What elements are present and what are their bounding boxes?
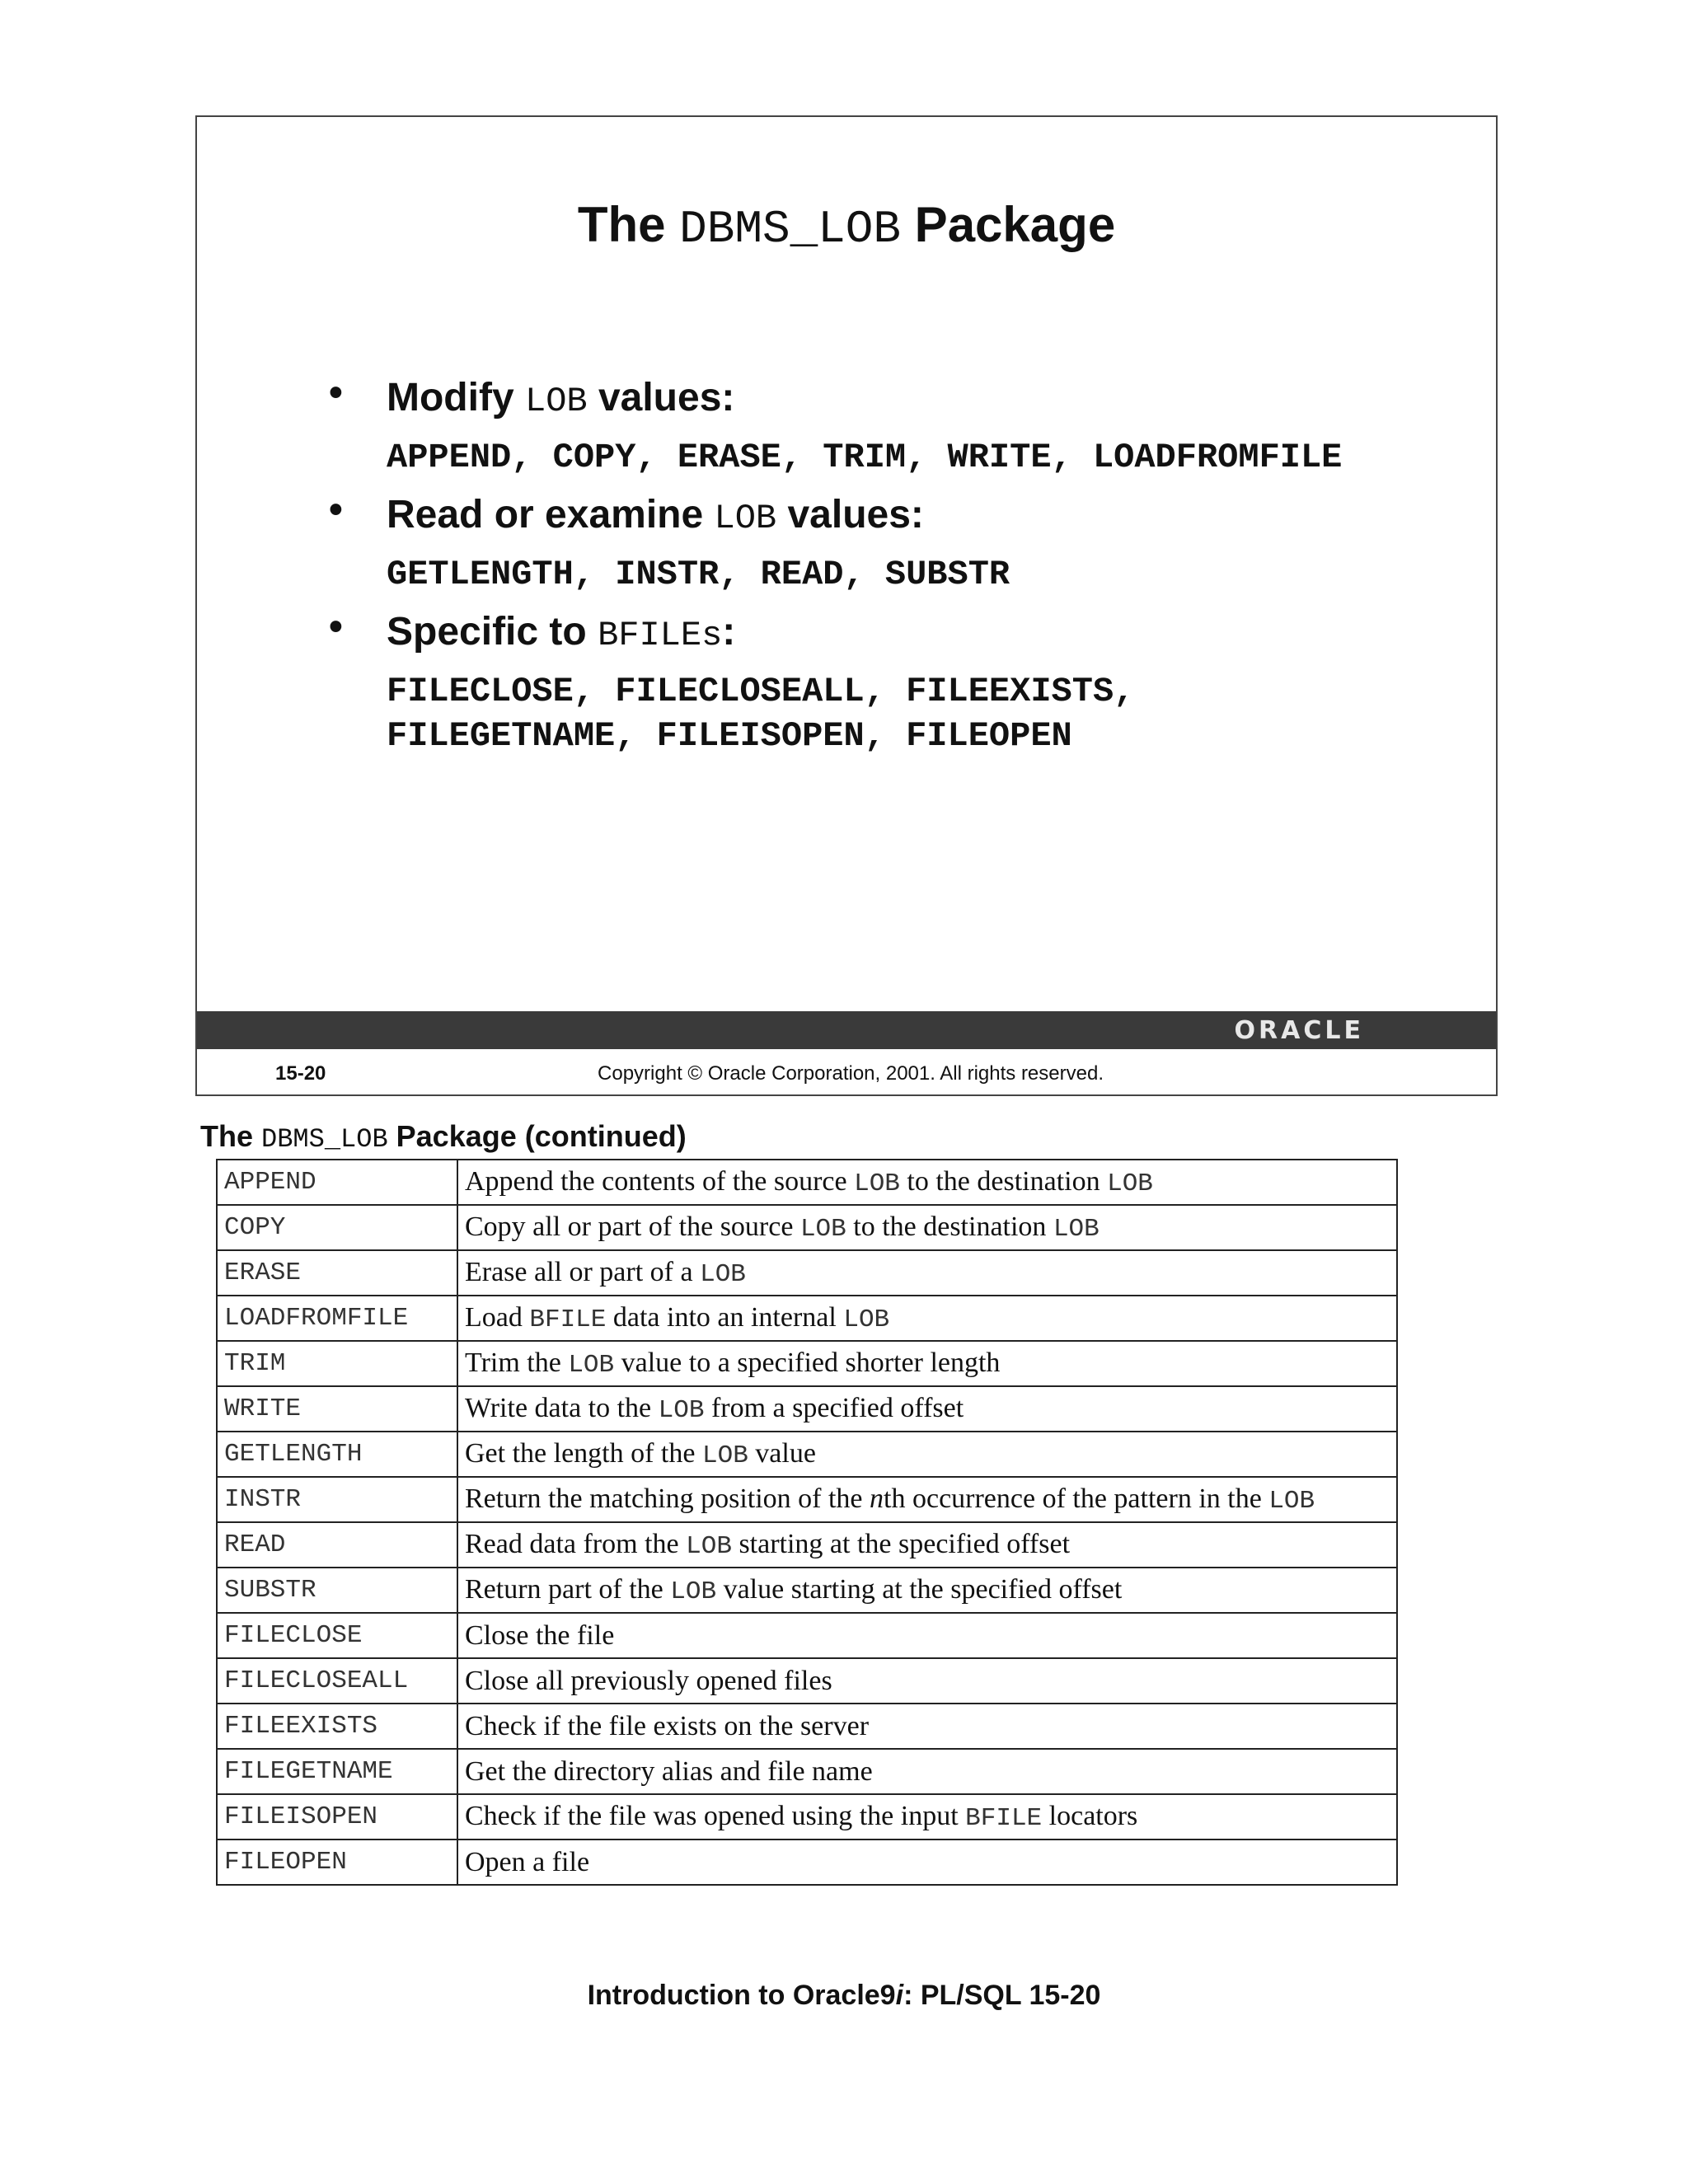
description-text: Copy all or part of the source [465,1212,800,1242]
routine-description-cell [457,1658,1397,1704]
routine-name-cell: WRITE [217,1386,457,1432]
description-text: th occurrence of the pattern in the [884,1483,1269,1514]
code-term: LOB [799,1215,846,1244]
table-row [217,1386,1397,1432]
routine-name-cell: FILEOPEN [217,1840,457,1885]
bullet-text-post: : [722,610,736,654]
code-term: BFILE [965,1804,1043,1833]
code-term: BFILE [529,1305,607,1334]
description-text: Trim the [465,1347,569,1378]
description-text: to the destination [846,1212,1053,1242]
description-text: Read data from the [465,1529,687,1559]
description-text: Check if the file was opened using the input [465,1801,966,1831]
bullet-text-post: values: [587,376,735,419]
slide-title-code: DBMS_LOB [679,203,901,255]
routine-description-cell [457,1341,1397,1386]
routine-name-cell: LOADFROMFILE [217,1296,457,1341]
bullet-dot-icon: • [329,605,343,649]
routine-description-cell [457,1794,1397,1840]
description-text: Write data to the [465,1393,659,1423]
bullet-dot-icon: • [329,488,343,532]
description-text: Return the matching position of the [465,1483,870,1514]
table-row [217,1613,1397,1658]
routine-name-cell: FILECLOSEALL [217,1658,457,1704]
routine-description-cell [457,1704,1397,1749]
table-row [217,1250,1397,1296]
description-text: value [748,1438,816,1469]
routine-description-cell [457,1386,1397,1432]
slide-title [197,196,1496,255]
bullet-item [329,490,1447,544]
bullet-text-code: BFILEs [598,616,723,655]
description-text: Open a file [465,1846,590,1877]
description-text: Check if the file exists on the server [465,1710,870,1741]
routine-description-cell [457,1296,1397,1341]
copyright-text: Copyright © Oracle Corporation, 2001. All rights reserved. [598,1062,1104,1085]
table-row [217,1205,1397,1250]
description-text: Append the contents of the source [465,1166,855,1197]
table-row [217,1522,1397,1568]
description-text: Load [465,1302,530,1333]
table-row [217,1568,1397,1613]
bullet-text-post: values: [776,493,924,537]
notes-title-post: Package (continued) [387,1119,687,1153]
routine-description-cell [457,1477,1397,1522]
description-text: data into an internal [606,1302,844,1333]
slide-title-post: Package [901,197,1116,252]
table-row [217,1296,1397,1341]
lob-routines-table [216,1159,1398,1886]
routine-name-cell: SUBSTR [217,1568,457,1613]
notes-title-pre: The [200,1119,262,1153]
routine-name-cell: APPEND [217,1160,457,1205]
code-term: LOB [700,1260,746,1289]
description-text: Get the length of the [465,1438,702,1469]
table-row [217,1840,1397,1885]
bullet-subitems: GETLENGTH, INSTR, READ, SUBSTR [387,555,1010,594]
footer-italic: i [895,1980,904,2011]
code-term: LOB [686,1532,732,1561]
description-text: value starting at the specified offset [716,1574,1123,1605]
slide-title-pre: The [577,197,680,252]
slide-frame [195,115,1498,1096]
routine-description-cell [457,1522,1397,1568]
table-row [217,1477,1397,1522]
table-row [217,1704,1397,1749]
bullet-list [329,373,1447,768]
routine-name-cell: FILEISOPEN [217,1794,457,1840]
description-text: Erase all or part of a [465,1257,701,1287]
bullet-item [329,607,1447,661]
oracle-logo: ORACLE [1234,1016,1364,1045]
table-row [217,1794,1397,1840]
code-term: LOB [843,1305,890,1334]
description-text: starting at the specified offset [731,1529,1071,1559]
description-text: Return part of the [465,1574,671,1605]
routine-description-cell [457,1840,1397,1885]
italic-term: n [870,1483,884,1514]
description-text: Get the directory alias and file name [465,1755,873,1787]
table-row [217,1341,1397,1386]
bullet-subitems: FILECLOSE, FILECLOSEALL, FILEEXISTS, FILEGETNAME, FILEISOPEN, FILEOPEN [387,672,1135,756]
routine-name-cell: GETLENGTH [217,1432,457,1477]
routine-name-cell: INSTR [217,1477,457,1522]
code-term: LOB [670,1577,717,1606]
code-term: LOB [701,1441,748,1470]
bullet-item [329,373,1447,427]
routine-description-cell [457,1160,1397,1205]
slide-footer [197,1049,1496,1096]
routine-name-cell: COPY [217,1205,457,1250]
routine-description-cell [457,1205,1397,1250]
notes-title [200,1119,687,1155]
slide-footer-bar [197,1011,1496,1049]
bullet-text-code: LOB [714,499,777,538]
slide-number: 15-20 [275,1062,326,1085]
routine-name-cell: TRIM [217,1341,457,1386]
code-term: LOB [568,1351,615,1380]
notes-title-code: DBMS_LOB [261,1124,388,1155]
code-term: LOB [1268,1487,1315,1516]
routine-description-cell [457,1432,1397,1477]
footer-post: : PL/SQL 15-20 [903,1980,1101,2011]
table-row [217,1160,1397,1205]
bullet-subitems: APPEND, COPY, ERASE, TRIM, WRITE, LOADFROMFILE [387,438,1343,477]
code-term: LOB [1053,1215,1100,1244]
description-text: to the destination [899,1166,1108,1197]
code-term: LOB [854,1169,900,1198]
table-row [217,1658,1397,1704]
bullet-text-code: LOB [524,382,588,421]
bullet-text-pre: Specific to [387,610,598,654]
description-text: value to a specified shorter length [614,1347,1001,1378]
description-text: Close the file [465,1619,615,1651]
routine-description-cell [457,1568,1397,1613]
routine-name-cell: FILEEXISTS [217,1704,457,1749]
code-term: LOB [658,1396,705,1425]
page-footer [0,1980,1688,2012]
routine-description-cell [457,1613,1397,1658]
table-row [217,1749,1397,1794]
routine-name-cell: FILEGETNAME [217,1749,457,1794]
routine-description-cell [457,1250,1397,1296]
bullet-dot-icon: • [329,371,343,415]
description-text: from a specified offset [704,1393,964,1423]
description-text: locators [1042,1801,1138,1831]
code-term: LOB [1107,1169,1153,1198]
bullet-text-pre: Modify [387,376,525,419]
description-text: Close all previously opened files [465,1665,832,1696]
routine-name-cell: FILECLOSE [217,1613,457,1658]
bullet-text-pre: Read or examine [387,493,715,537]
table-row [217,1432,1397,1477]
routine-name-cell: ERASE [217,1250,457,1296]
routine-name-cell: READ [217,1522,457,1568]
footer-pre: Introduction to Oracle9 [587,1980,896,2011]
routine-description-cell [457,1749,1397,1794]
